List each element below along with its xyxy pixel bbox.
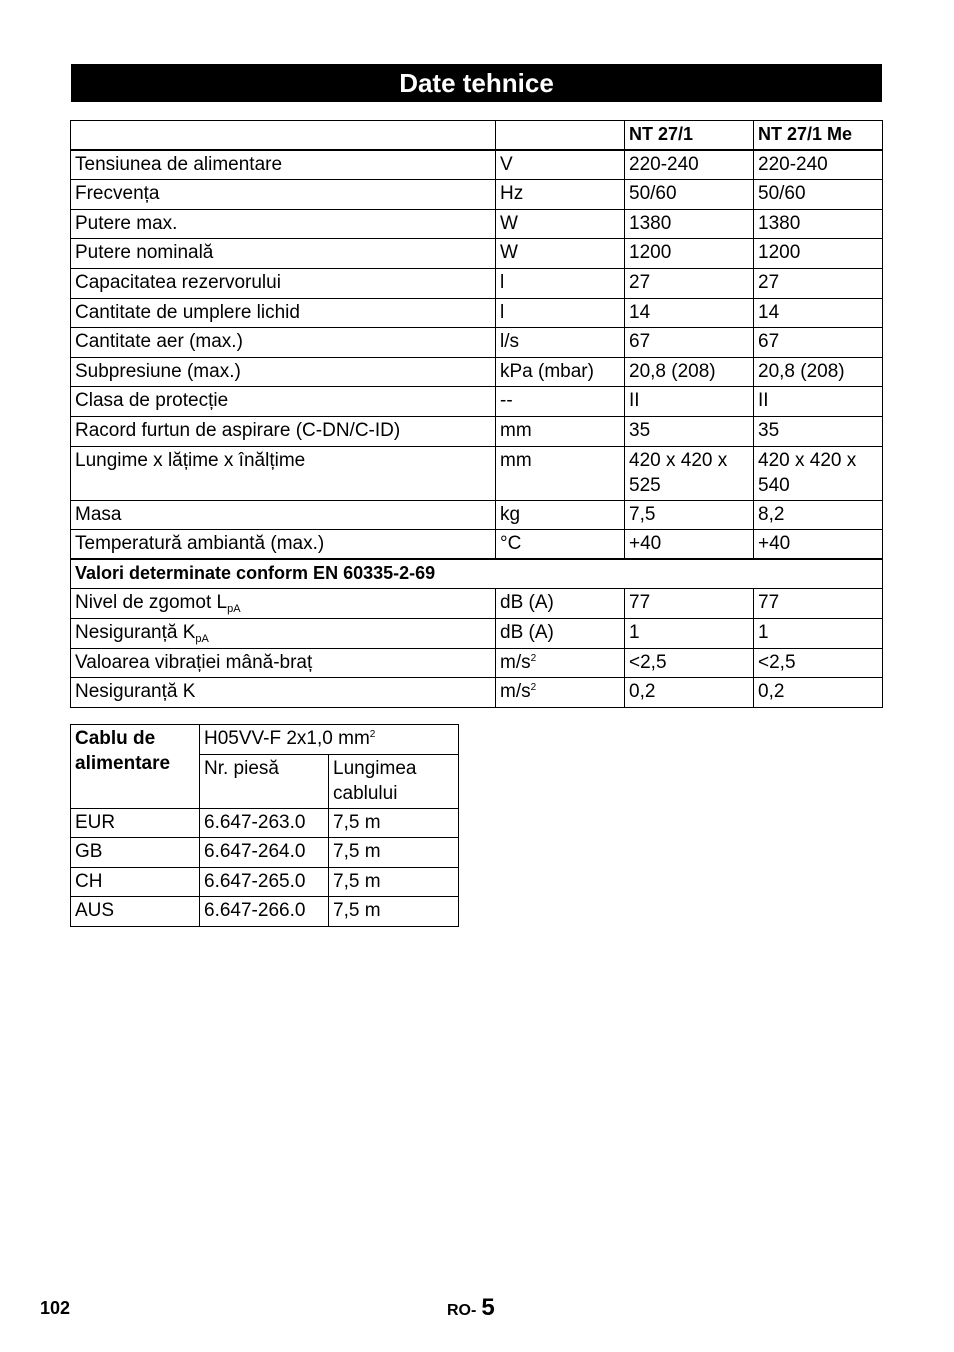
spec-label-subscript: pA <box>227 603 241 616</box>
part-number-header: Nr. piesă <box>200 754 329 808</box>
spec-unit-text: m/s <box>500 681 531 703</box>
spec-label: Putere max. <box>71 209 496 239</box>
spec-value-2: 1380 <box>754 209 883 239</box>
cable-region: GB <box>71 838 200 868</box>
section-label <box>447 1294 495 1322</box>
cable-region: AUS <box>71 897 200 927</box>
cable-length: 7,5 m <box>329 838 459 868</box>
section-title: Valori determinate conform EN 60335-2-69 <box>71 559 883 589</box>
spec-value-2: <2,5 <box>754 648 883 678</box>
spec-label: Cantitate de umplere lichid <box>71 298 496 328</box>
cable-region: EUR <box>71 808 200 838</box>
table-row <box>71 838 459 868</box>
spec-value-1: 1380 <box>625 209 754 239</box>
spec-unit: W <box>496 209 625 239</box>
spec-unit: l/s <box>496 328 625 358</box>
page-title: Date tehnice <box>71 64 882 102</box>
spec-unit: W <box>496 239 625 269</box>
spec-label: Valoarea vibrației mână-braț <box>71 648 496 678</box>
table-row <box>71 648 883 678</box>
spec-value-2: II <box>754 387 883 417</box>
spec-value-2: 20,8 (208) <box>754 357 883 387</box>
section-number: 5 <box>481 1294 495 1321</box>
spec-value-2: 27 <box>754 268 883 298</box>
table-row <box>71 209 883 239</box>
table-header-row <box>71 121 883 151</box>
table-row <box>71 808 459 838</box>
power-cable-table <box>70 724 459 927</box>
spec-value-1: 50/60 <box>625 180 754 210</box>
header-cell <box>71 121 496 151</box>
spec-unit <box>496 678 625 708</box>
spec-value-1: 420 x 420 x 525 <box>625 446 754 500</box>
spec-label: Cantitate aer (max.) <box>71 328 496 358</box>
cable-part-number: 6.647-265.0 <box>200 867 329 897</box>
header-cell <box>496 121 625 151</box>
table-row <box>71 678 883 708</box>
spec-label: Racord furtun de aspirare (C-DN/C-ID) <box>71 416 496 446</box>
spec-label <box>71 589 496 619</box>
spec-value-1: +40 <box>625 530 754 560</box>
table-row <box>71 387 883 417</box>
spec-label: Subpresiune (max.) <box>71 357 496 387</box>
spec-value-1: 27 <box>625 268 754 298</box>
spec-unit: Hz <box>496 180 625 210</box>
spec-value-2: 67 <box>754 328 883 358</box>
spec-unit: mm <box>496 446 625 500</box>
spec-unit: kPa (mbar) <box>496 357 625 387</box>
spec-unit-text: m/s <box>500 651 531 673</box>
spec-value-2: 420 x 420 x 540 <box>754 446 883 500</box>
table-row <box>71 416 883 446</box>
spec-label: Tensiunea de alimentare <box>71 150 496 180</box>
model-header-nt27-1-me: NT 27/1 Me <box>754 121 883 151</box>
spec-value-1: 220-240 <box>625 150 754 180</box>
spec-value-2: 14 <box>754 298 883 328</box>
cable-length: 7,5 m <box>329 897 459 927</box>
spec-label: Capacitatea rezervorului <box>71 268 496 298</box>
spec-label-subscript: pA <box>195 632 209 645</box>
spec-unit: dB (A) <box>496 589 625 619</box>
spec-value-1: II <box>625 387 754 417</box>
table-row <box>71 268 883 298</box>
cable-type-row <box>71 725 459 755</box>
table-row <box>71 328 883 358</box>
table-row <box>71 298 883 328</box>
spec-value-1: 0,2 <box>625 678 754 708</box>
spec-value-2: 1200 <box>754 239 883 269</box>
spec-label <box>71 618 496 648</box>
table-row <box>71 589 883 619</box>
spec-value-2: 77 <box>754 589 883 619</box>
spec-unit: l <box>496 268 625 298</box>
spec-label: Clasa de protecție <box>71 387 496 417</box>
cable-length-header: Lungimea cablului <box>329 754 459 808</box>
spec-unit: °C <box>496 530 625 560</box>
spec-label: Masa <box>71 500 496 530</box>
cable-part-number: 6.647-264.0 <box>200 838 329 868</box>
spec-value-2: 50/60 <box>754 180 883 210</box>
spec-unit: l <box>496 298 625 328</box>
spec-unit <box>496 648 625 678</box>
cable-part-number: 6.647-263.0 <box>200 808 329 838</box>
spec-label-text: Nesiguranță K <box>75 621 196 643</box>
cable-length: 7,5 m <box>329 808 459 838</box>
spec-unit-superscript: 2 <box>530 682 537 694</box>
model-header-nt27-1: NT 27/1 <box>625 121 754 151</box>
table-row <box>71 446 883 500</box>
spec-value-2: 0,2 <box>754 678 883 708</box>
table-row <box>71 150 883 180</box>
spec-value-1: 1200 <box>625 239 754 269</box>
spec-label: Temperatură ambiantă (max.) <box>71 530 496 560</box>
spec-label: Putere nominală <box>71 239 496 269</box>
page-number: 102 <box>40 1298 71 1318</box>
spec-value-1: 20,8 (208) <box>625 357 754 387</box>
spec-label: Nesiguranță K <box>71 678 496 708</box>
spec-value-2: 35 <box>754 416 883 446</box>
spec-value-1: 67 <box>625 328 754 358</box>
spec-value-2: +40 <box>754 530 883 560</box>
spec-unit: -- <box>496 387 625 417</box>
cable-type <box>200 725 459 755</box>
technical-data-table <box>70 120 883 708</box>
spec-value-1: 7,5 <box>625 500 754 530</box>
table-row <box>71 180 883 210</box>
spec-unit: V <box>496 150 625 180</box>
spec-value-2: 1 <box>754 618 883 648</box>
spec-label: Frecvența <box>71 180 496 210</box>
table-row <box>71 239 883 269</box>
cable-type-superscript: 2 <box>369 729 376 740</box>
spec-value-1: <2,5 <box>625 648 754 678</box>
spec-unit: mm <box>496 416 625 446</box>
table-row <box>71 530 883 560</box>
table-row <box>71 618 883 648</box>
spec-value-1: 1 <box>625 618 754 648</box>
spec-unit-superscript: 2 <box>530 652 537 664</box>
spec-label: Lungime x lățime x înălțime <box>71 446 496 500</box>
spec-label-text: Nivel de zgomot L <box>75 592 228 614</box>
table-row <box>71 357 883 387</box>
table-row <box>71 500 883 530</box>
spec-value-1: 77 <box>625 589 754 619</box>
cable-length: 7,5 m <box>329 867 459 897</box>
spec-value-2: 220-240 <box>754 150 883 180</box>
table-row <box>71 867 459 897</box>
cable-part-number: 6.647-266.0 <box>200 897 329 927</box>
table-row <box>71 897 459 927</box>
cable-heading: Cablu de alimentare <box>71 725 200 809</box>
spec-unit: dB (A) <box>496 618 625 648</box>
spec-value-1: 14 <box>625 298 754 328</box>
section-header-row <box>71 559 883 589</box>
cable-region: CH <box>71 867 200 897</box>
spec-value-2: 8,2 <box>754 500 883 530</box>
spec-unit: kg <box>496 500 625 530</box>
language-code: RO- <box>447 1302 477 1319</box>
spec-value-1: 35 <box>625 416 754 446</box>
cable-type-text: H05VV-F 2x1,0 mm <box>204 728 370 749</box>
